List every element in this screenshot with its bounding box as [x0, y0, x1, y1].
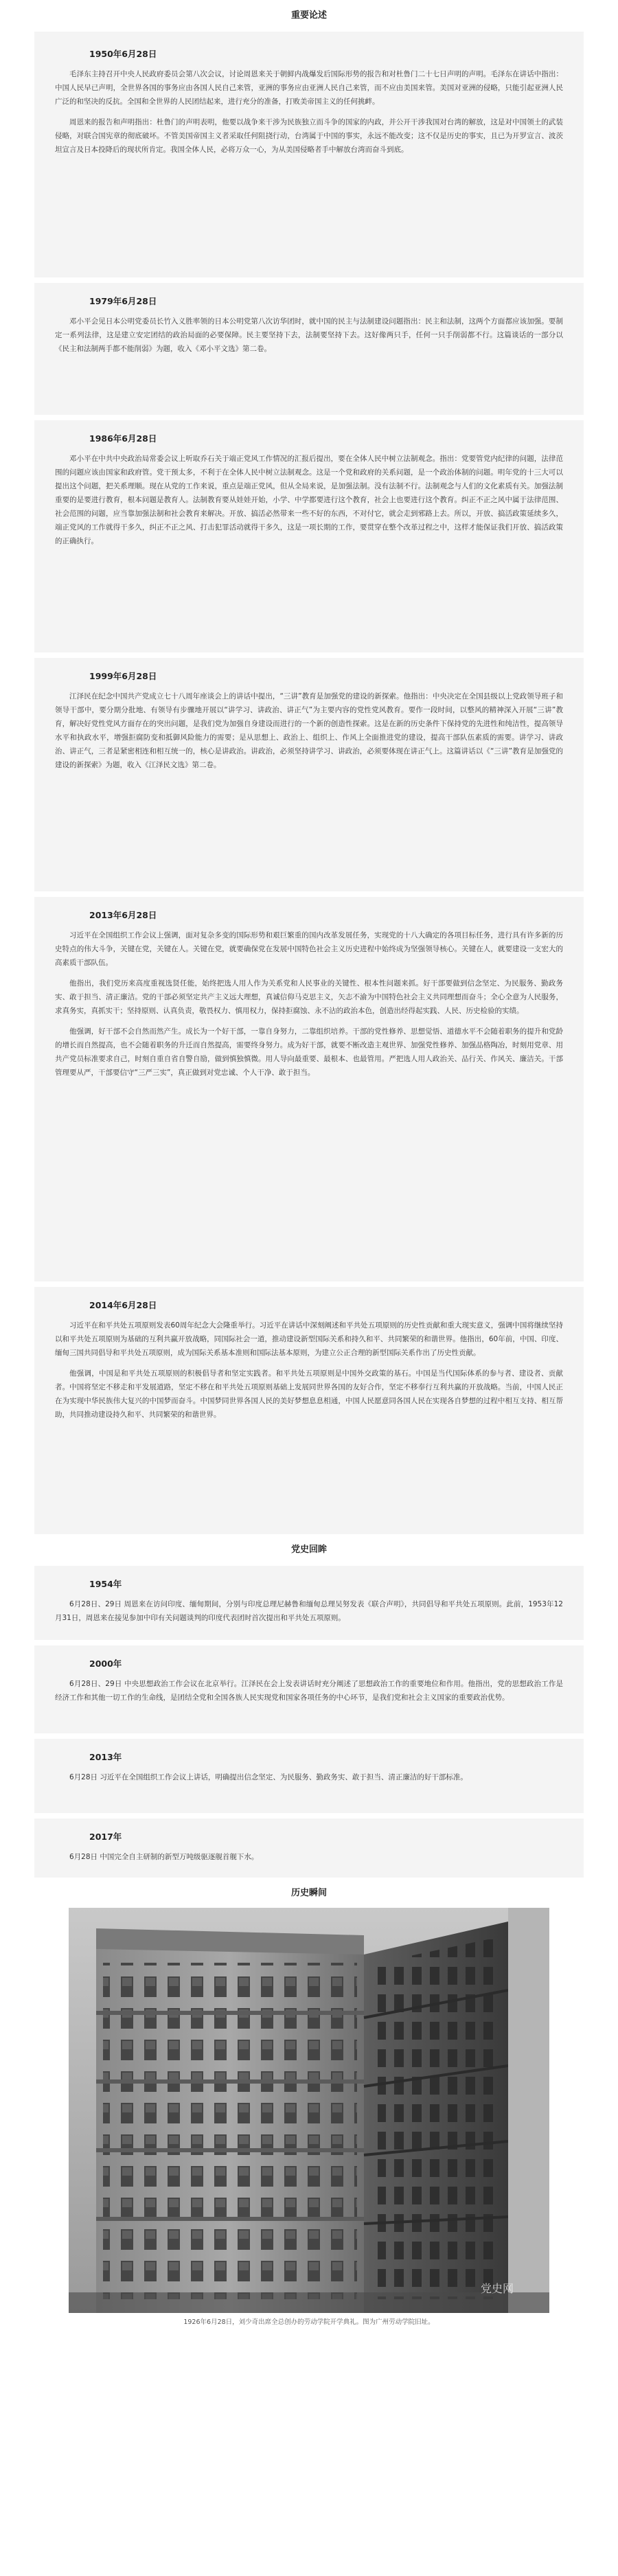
history-moment-header: [0, 1878, 618, 1908]
history-date: 2017年: [89, 1832, 122, 1842]
remark-paragraph: 他强调，好干部不会自然而然产生。成长为一个好干部，一靠自身努力，二靠组织培养。干部的党性修养、思想觉悟、道德水平不会随着职务的提升和党龄的增长而自然提高，也不会随着职务的升迁而自然提高，需要终身努力。成为好干部，就要不断改造主观世界、加强党性修养、加强品格陶冶，时刻用党章、用共产党员标准要求自己，时刻自重自省自警自励，做到慎独慎微。用人导向最重要、最根本、也最管用。严把选人用人政治关、品行关、作风关、廉洁关。干部管理要从严，干部要信守“三严三实”，真正做到对党忠诚、个人干净、敢于担当。: [55, 1027, 563, 1077]
remark-date: 1986年6月28日: [89, 433, 157, 444]
historical-photo: [69, 1908, 549, 2313]
remark-card-1999: [34, 658, 584, 891]
remark-date: 1950年6月28日: [89, 49, 157, 59]
history-card-1954: [34, 1566, 584, 1640]
history-card-2017: [34, 1819, 584, 1878]
remark-date: 2013年6月28日: [89, 910, 157, 920]
photo-watermark: 党史网: [481, 2282, 514, 2295]
remark-card-2013: [34, 897, 584, 1281]
remark-card-1986: [34, 420, 584, 652]
remark-card-1979: [34, 283, 584, 415]
photo-caption: 1926年6月28日，刘少奇出席全总创办的劳动学院开学典礼。图为广州劳动学院旧址。: [183, 2318, 435, 2326]
history-paragraph: 6月28日、29日 周恩来在访问印度、缅甸期间，分别与印度总理尼赫鲁和缅甸总理吴努发表《联合声明》，共同倡导和平共处五项原则。此前，1953年12月31日，周恩来在接见参加中印有关问题谈判的印度代表团时首次提出和平共处五项原则。: [55, 1600, 563, 1622]
remark-paragraph: 他强调，中国是和平共处五项原则的积极倡导者和坚定实践者。和平共处五项原则是中国外交政策的基石。中国是当代国际体系的参与者、建设者、贡献者。中国将坚定不移走和平发展道路，坚定不移在和平共处五项原则基础上发展同世界各国的友好合作，坚定不移奉行互利共赢的开放战略。当前，中国人民正在为实现中华民族伟大复兴的中国梦而奋斗。中国梦同世界各国人民的美好梦想息息相通，中国人民愿意同各国人民在实现各自梦想的过程中相互支持、相互帮助，共同推动建设持久和平、共同繁荣的和谐世界。: [55, 1369, 563, 1419]
important-remarks-header: [0, 0, 618, 32]
history-card-2013: [34, 1739, 584, 1813]
remark-paragraph: 毛泽东主持召开中央人民政府委员会第八次会议，讨论周恩来关于朝鲜内战爆发后国际形势的报告和对杜鲁门二十七日声明的声明。毛泽东在讲话中指出：中国人民早已声明，全世界各国的事务应由各国人民自己来管，亚洲的事务应由亚洲人民自己来管，而不应由美国来管。美国对亚洲的侵略，只能引起亚洲人民广泛的和坚决的反抗。全国和全世界的人民团结起来，进行充分的准备，打败美帝国主义的任何挑衅。: [55, 70, 563, 106]
remark-paragraph: 他指出，我们党历来高度重视选贤任能，始终把选人用人作为关系党和人民事业的关键性、根本性问题来抓。好干部要做到信念坚定、为民服务、勤政务实、敢于担当、清正廉洁。党的干部必须坚定共产主义远大理想，真诚信仰马克思主义，矢志不渝为中国特色社会主义共同理想而奋斗；全心全意为人民服务，求真务实，真抓实干；坚持原则、认真负责，敬畏权力、慎用权力，保持拒腐蚀、永不沾的政治本色，创造出经得起实践、人民、历史检验的实绩。: [55, 979, 563, 1015]
history-date: 1954年: [89, 1579, 122, 1589]
section-title-party-history: 党史回眸: [290, 1545, 327, 1555]
history-date: 2000年: [89, 1659, 122, 1669]
remark-date: 2014年6月28日: [89, 1300, 157, 1310]
remark-paragraph: 周恩来的报告和声明指出：杜鲁门的声明表明，他要以战争来干涉为民族独立而斗争的国家的内政，并公开干涉我国对台湾的解放，这是对中国领土的武装侵略，对联合国宪章的彻底破坏。不管美国帝国主义者采取任何阻挠行动，台湾属于中国的事实，永远不能改变；这不仅是历史的事实，且已为开罗宣言、波茨坦宣言及日本投降后的现状所肯定。我国全体人民，必将万众一心，为从美国侵略者手中解放台湾而奋斗到底。: [55, 118, 563, 154]
history-paragraph: 6月28日、29日 中央思想政治工作会议在北京举行。江泽民在会上发表讲话时充分阐述了思想政治工作的重要地位和作用。他指出，党的思想政治工作是经济工作和其他一切工作的生命线，是团结全党和全国各族人民实现党和国家各项任务的中心环节，是我们党和社会主义国家的重要政治优势。: [55, 1680, 563, 1702]
building-photo-illustration: [69, 1908, 549, 2313]
remark-card-2014: [34, 1287, 584, 1534]
remark-paragraph: 邓小平在中共中央政治局常委会议上听取乔石关于端正党风工作情况的汇报后提出，要在全体人民中树立法制观念。指出：党要管党内纪律的问题，法律范围的问题应该由国家和政府管。党干预太多，不利于在全体人民中树立法制观念。这是一个党和政府的关系问题，是一个政治体制的问题。明年党的十三大可以提出这个问题，把关系理顺。现在从党的工作来说，重点是端正党风，但从全局来说，是加强法制。没有法制不行。法制观念与人们的文化素质有关。加强法制重要的是要进行教育，根本问题是教育人。法制教育要从娃娃开始，小学、中学都要进行这个教育，社会上也要进行这个教育。纠正不正之风中属于法律范围、社会范围的问题，应当靠加强法制和社会教育来解决。开放、搞活必然带来一些不好的东西，不对付它，就会走到邪路上去。所以，开放、搞活政策延续多久，端正党风的工作就得干多久，纠正不正之风、打击犯罪活动就得干多久，这是一项长期的工作，要贯穿在整个改革过程之中，这样才能保证我们开放、搞活政策的正确执行。: [55, 455, 563, 545]
history-paragraph: 6月28日 习近平在全国组织工作会议上讲话，明确提出信念坚定、为民服务、勤政务实、敢于担当、清正廉洁的好干部标准。: [69, 1773, 468, 1781]
section-title-important-remarks: 重要论述: [290, 10, 327, 21]
remark-date: 1979年6月28日: [89, 296, 157, 306]
remark-date: 1999年6月28日: [89, 671, 157, 681]
remark-card-1950: [34, 32, 584, 277]
history-date: 2013年: [89, 1752, 122, 1762]
party-history-header: [0, 1534, 618, 1566]
section-title-history-moment: 历史瞬间: [290, 1888, 327, 1898]
history-card-2000: [34, 1645, 584, 1733]
remark-paragraph: 邓小平会见日本公明党委员长竹入义胜率领的日本公明党第八次访华团时，就中国的民主与法制建设问题指出：民主和法制，这两个方面都应该加强。要制定一系列法律，这是建立安定团结的政治局面的必要保障。民主要坚持下去，法制要坚持下去。这好像两只手，任何一只手削弱都不行。这篇谈话的一部分以《民主和法制两手都不能削弱》为题，收入《邓小平文选》第二卷。: [55, 317, 563, 353]
remark-paragraph: 江泽民在纪念中国共产党成立七十八周年座谈会上的讲话中提出，“三讲”教育是加强党的建设的新探索。他指出：中央决定在全国县级以上党政领导班子和领导干部中，要分期分批地、有领导有步骤地开展以“讲学习、讲政治、讲正气”为主要内容的党性党风教育。要作一段时间，以整风的精神深入开展“三讲”教育，解决好党性党风方面存在的突出问题，是我们党为加强自身建设而进行的一个新的创造性探索。这是在新的历史条件下保持党的先进性和纯洁性，提高领导水平和执政水平，增强拒腐防变和抵御风险能力的需要；是从思想上、政治上、组织上、作风上全面推进党的建设，提高干部队伍素质的需要。讲学习、讲政治、讲正气，三者是紧密相连和相互统一的，核心是讲政治。讲政治，必须坚持讲学习、讲政治，必须要体现在讲正气上。这篇讲话以《“三讲”教育是加强党的建设的新探索》为题，收入《江泽民文选》第二卷。: [55, 692, 563, 769]
history-paragraph: 6月28日 中国完全自主研制的新型万吨级驱逐舰首舰下水。: [69, 1853, 259, 1861]
remark-paragraph: 习近平在和平共处五项原则发表60周年纪念大会隆重举行。习近平在讲话中深刻阐述和平共处五项原则的历史性贡献和重大现实意义，强调中国将继续坚持以和平共处五项原则为基础的互利共赢开放战略，同国际社会一道，推动建设新型国际关系和持久和平、共同繁荣的和谐世界。他指出，60年前，中国、印度、缅甸三国共同倡导和平共处五项原则，成为国际关系基本准则和国际法基本原则，为建立公正合理的新型国际关系作出了历史性贡献。: [55, 1321, 563, 1357]
remark-paragraph: 习近平在全国组织工作会议上强调，面对复杂多变的国际形势和艰巨繁重的国内改革发展任务，实现党的十八大确定的各项目标任务，进行具有许多新的历史特点的伟大斗争，关键在党，关键在人。关键在党，就要确保党在发展中国特色社会主义历史进程中始终成为坚强领导核心。关键在人，就要建设一支宏大的高素质干部队伍。: [55, 931, 563, 967]
